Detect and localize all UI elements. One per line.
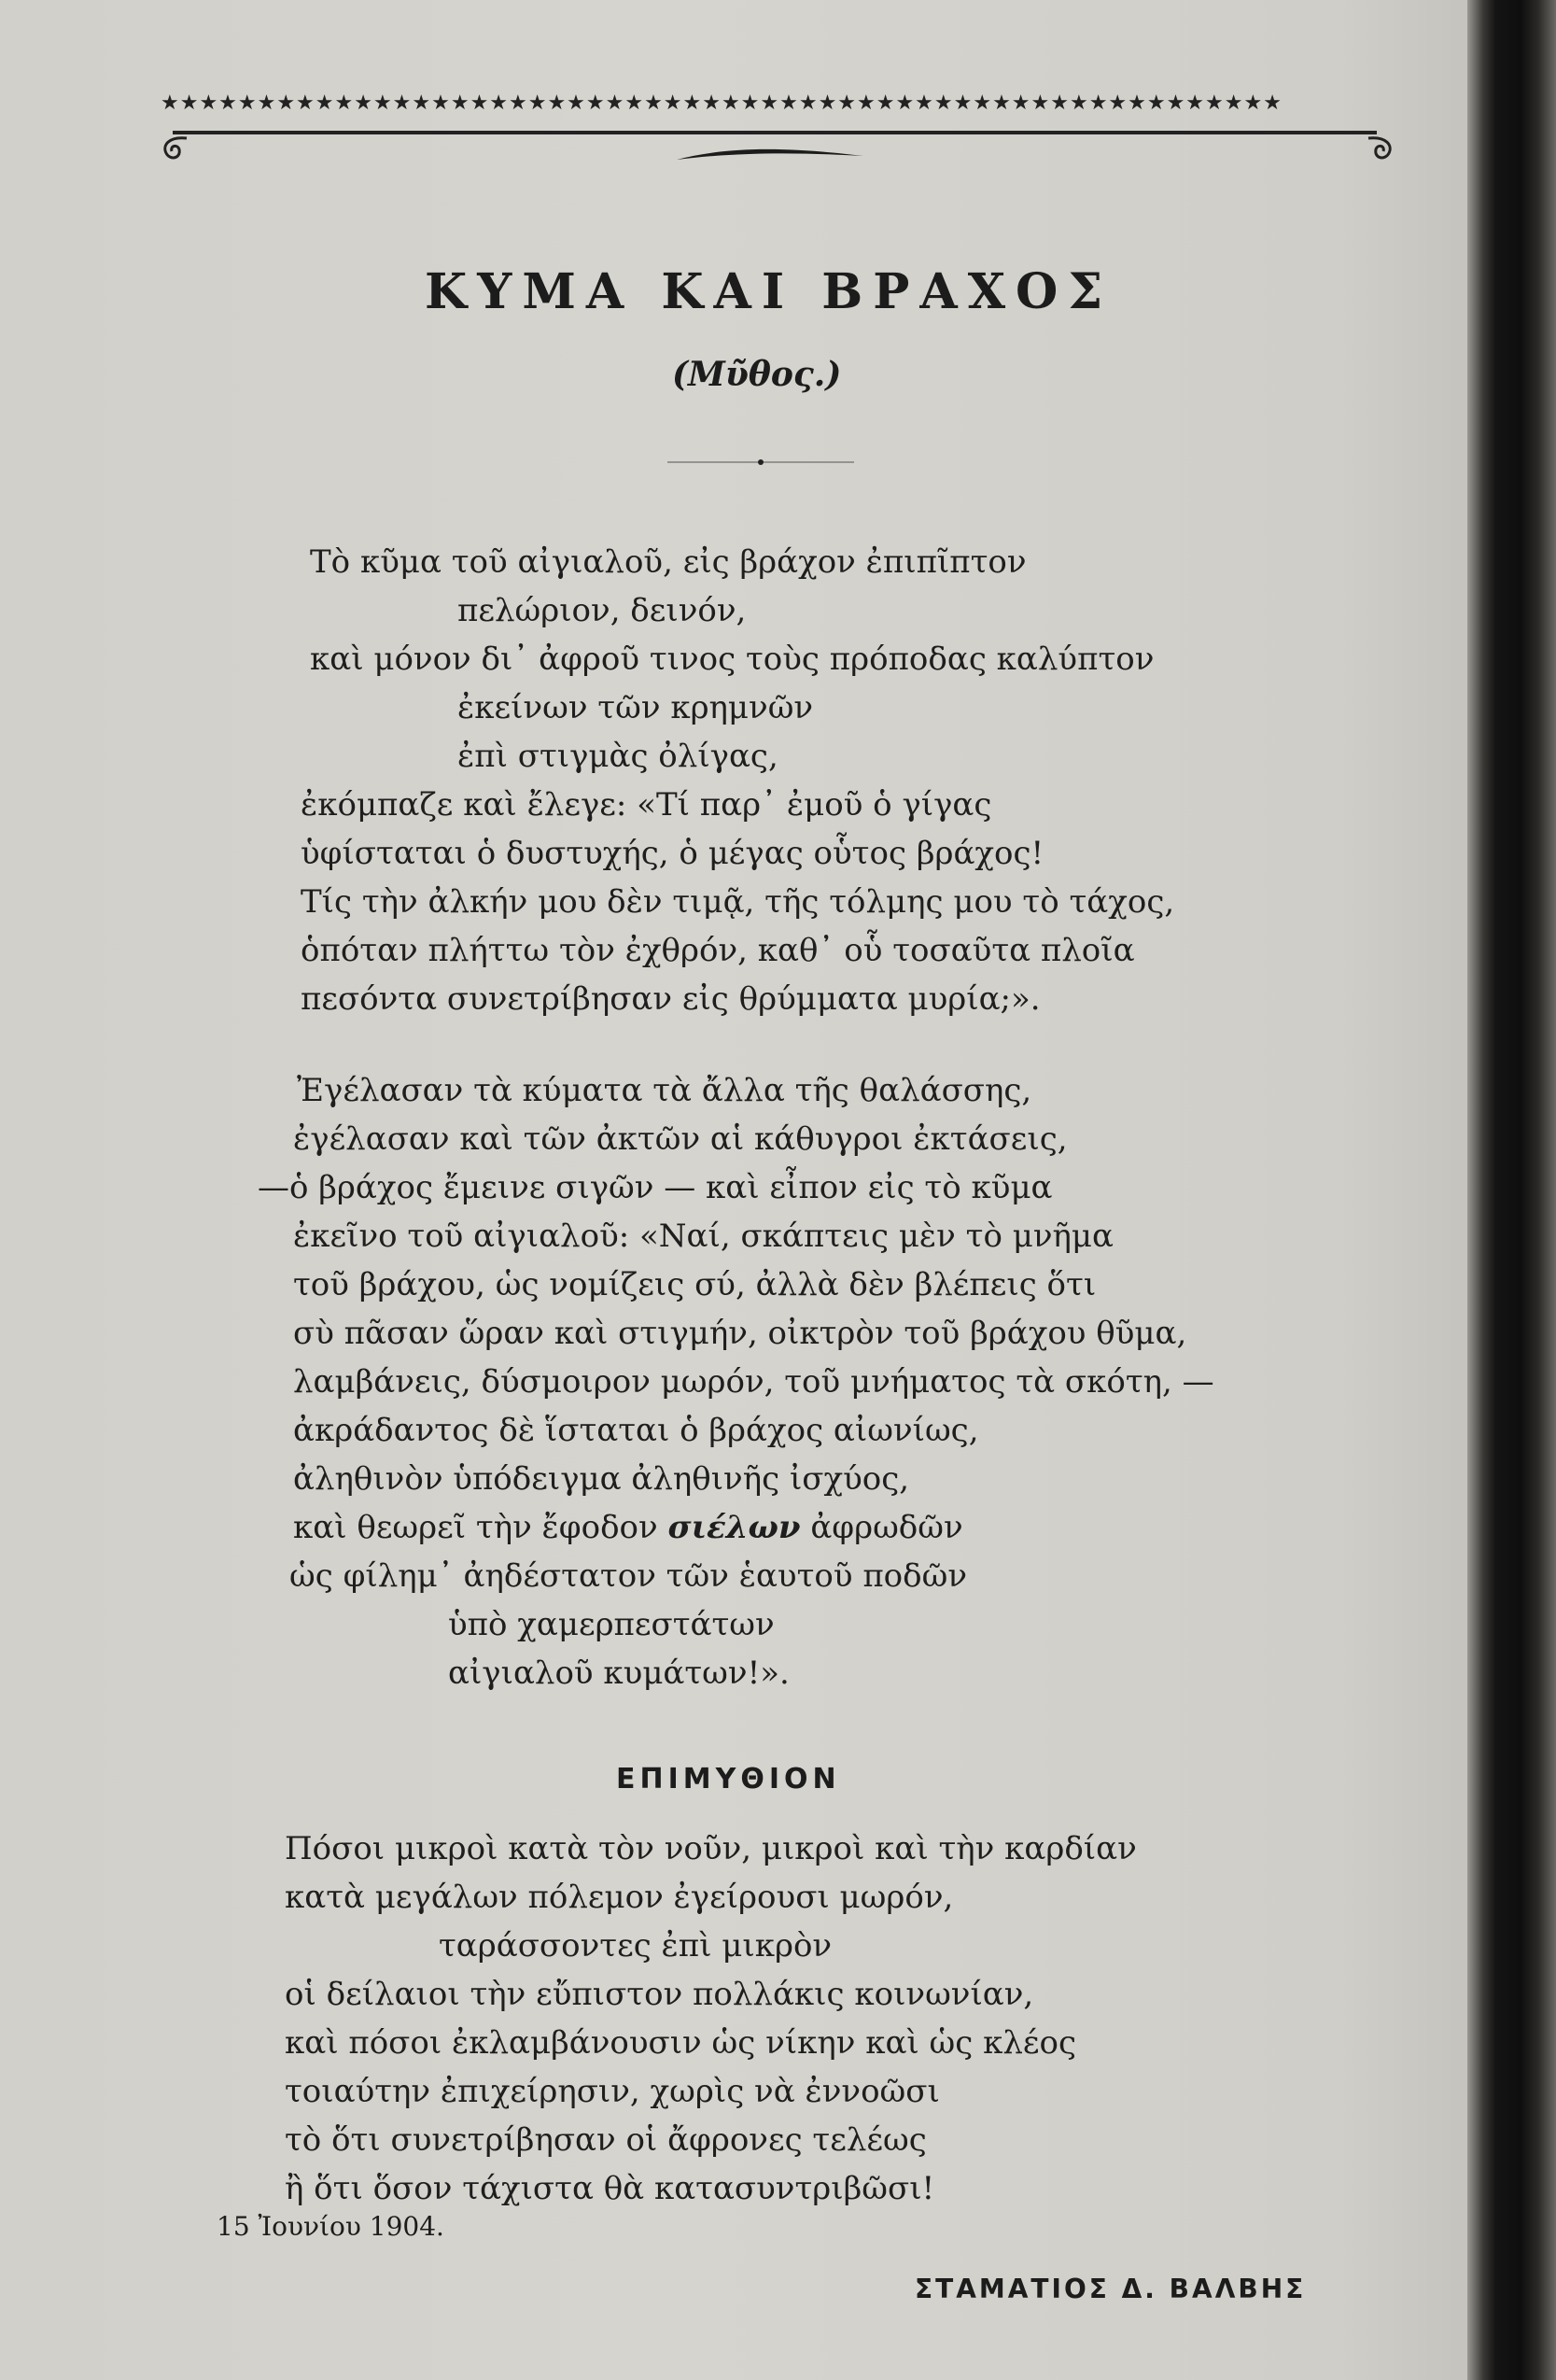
poem-line: ἐγέλασαν καὶ τῶν ἀκτῶν αἱ κάθυγροι ἐκτάσεις, <box>293 1120 1068 1158</box>
moral-heading: ΕΠΙΜΥΘΙΟΝ <box>616 1763 841 1796</box>
poem-line: σὺ πᾶσαν ὥραν καὶ στιγμήν, οἰκτρὸν τοῦ βράχου θῦμα, <box>293 1315 1187 1352</box>
poem-text: ἀφρωδῶν <box>810 1509 963 1546</box>
poem-line: λαμβάνεις, δύσμοιρον μωρόν, τοῦ μνήματος τὰ σκότη, — <box>293 1363 1214 1401</box>
star-ornament-border: ★★★★★★★★★★★★★★★★★★★★★★★★★★★★★★★★★★★★★★★★★★★★★★★★★★★★★★★★★★ <box>161 92 1283 115</box>
poem-line: Πόσοι μικροὶ κατὰ τὸν νοῦν, μικροὶ καὶ τὴν καρδίαν <box>285 1830 1137 1867</box>
poem-line: ἀκράδαντος δὲ ἵσταται ὁ βράχος αἰωνίως, <box>293 1412 979 1449</box>
poem-line: καὶ πόσοι ἐκλαμβάνουσιν ὡς νίκην καὶ ὡς κλέος <box>285 2024 1077 2062</box>
poem-line <box>293 1509 963 1546</box>
separator-ornament-icon <box>667 458 854 467</box>
poem-line: Τὸ κῦμα τοῦ αἰγιαλοῦ, εἰς βράχον ἐπιπῖπτον <box>310 543 1027 581</box>
poem-line: οἱ δείλαιοι τὴν εὔπιστον πολλάκις κοινωνίαν, <box>285 1976 1034 2013</box>
poem-line: ἀληθινὸν ὑπόδειγμα ἀληθινῆς ἰσχύος, <box>293 1460 910 1498</box>
page-title: ΚΥΜΑ ΚΑΙ ΒΡΑΧΟΣ <box>425 263 1114 320</box>
poem-line: ταράσσοντες ἐπὶ μικρὸν <box>439 1927 833 1965</box>
poem-line: ὡς φίλημ᾽ ἀηδέστατον τῶν ἑαυτοῦ ποδῶν <box>289 1557 968 1595</box>
emphasized-word: σιέλων <box>667 1509 801 1546</box>
poem-line: ὑφίσταται ὁ δυστυχής, ὁ μέγας οὗτος βράχος! <box>301 835 1044 872</box>
author-signature: ΣΤΑΜΑΤΙΟΣ Δ. ΒΑΛΒΗΣ <box>915 2274 1307 2304</box>
book-binding <box>1467 0 1556 2380</box>
poem-line: αἰγιαλοῦ κυμάτων!». <box>448 1655 790 1692</box>
curl-ornament-right-icon <box>1365 133 1396 164</box>
poem-line: κατὰ μεγάλων πόλεμον ἐγείρουσι μωρόν, <box>285 1879 954 1916</box>
poem-line: τοιαύτην ἐπιχείρησιν, χωρὶς νὰ ἐννοῶσι <box>285 2073 940 2110</box>
swash-ornament-icon <box>672 145 868 165</box>
poem-line: ἢ ὅτι ὅσον τάχιστα θὰ κατασυντριβῶσι! <box>285 2170 935 2207</box>
poem-line: πελώριον, δεινόν, <box>457 592 747 629</box>
subtitle: (Μῦθος.) <box>672 355 842 394</box>
poem-line: πεσόντα συνετρίβησαν εἰς θρύμματα μυρία;». <box>301 980 1041 1018</box>
poem-text: καὶ θεωρεῖ τὴν ἔφοδον <box>293 1509 658 1546</box>
poem-line: τοῦ βράχου, ὡς νομίζεις σύ, ἀλλὰ δὲν βλέπεις ὅτι <box>293 1266 1097 1303</box>
poem-line: καὶ μόνον δι᾽ ἀφροῦ τινος τοὺς πρόποδας καλύπτον <box>310 641 1155 678</box>
poem-line: ἐκείνων τῶν κρημνῶν <box>457 689 814 726</box>
poem-line: Ἐγέλασαν τὰ κύματα τὰ ἄλλα τῆς θαλάσσης, <box>297 1072 1032 1109</box>
date: 15 Ἰουνίου 1904. <box>217 2211 444 2242</box>
poem-line: ἐπὶ στιγμὰς ὀλίγας, <box>457 738 778 775</box>
poem-line: ὁπόταν πλήττω τὸν ἐχθρόν, καθ᾽ οὗ τοσαῦτα πλοῖα <box>301 932 1135 969</box>
poem-line: —ὁ βράχος ἔμεινε σιγῶν — καὶ εἶπον εἰς τὸ κῦμα <box>258 1169 1053 1206</box>
poem-line: τὸ ὅτι συνετρίβησαν οἱ ἄφρονες τελέως <box>285 2121 927 2159</box>
poem-line: ὑπὸ χαμερπεστάτων <box>448 1606 775 1643</box>
poem-line: ἐκόμπαζε καὶ ἔλεγε: «Τί παρ᾽ ἐμοῦ ὁ γίγας <box>301 786 992 824</box>
poem-line: ἐκεῖνο τοῦ αἰγιαλοῦ: «Ναί, σκάπτεις μὲν τὸ μνῆμα <box>293 1218 1114 1255</box>
header-rule <box>173 131 1377 134</box>
poem-line: Τίς τὴν ἀλκήν μου δὲν τιμᾷ, τῆς τόλμης μου τὸ τάχος, <box>301 883 1175 921</box>
curl-ornament-left-icon <box>159 133 190 164</box>
